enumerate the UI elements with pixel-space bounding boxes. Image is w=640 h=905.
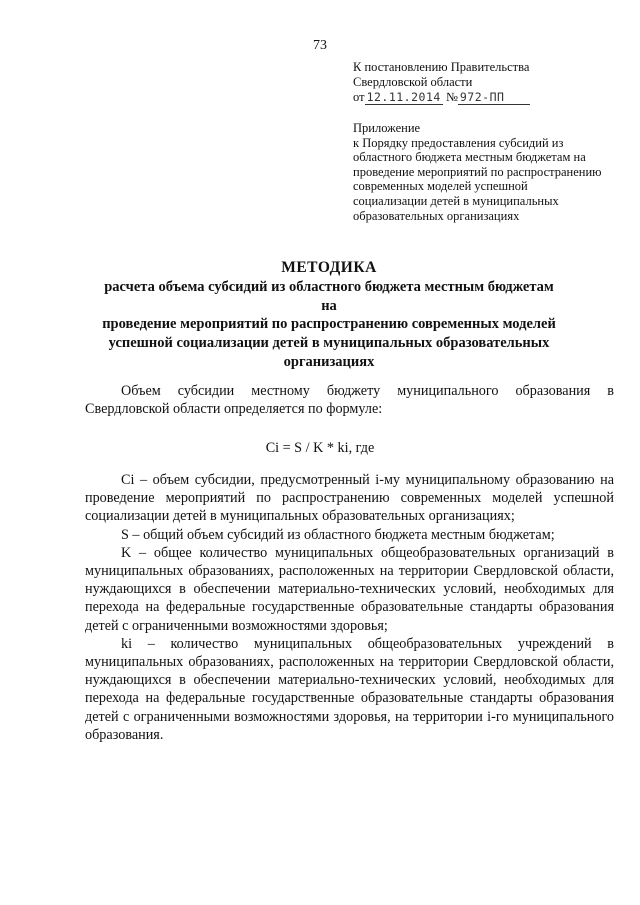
intro-paragraph-container <box>85 382 614 418</box>
appendix-line: образовательных организациях <box>353 208 520 223</box>
document-title <box>98 259 560 372</box>
decree-line-2: Свердловской области <box>353 75 473 89</box>
definition-k: K – общее количество муниципальных общеобразовательных организаций в муниципальных образованиях, расположенных на территории Свердловской области, нуждающихся в обеспечении материально-технических условий, необходимых для перехода на федеральные государственные образовательные стандарты образования детей с ограниченными возможностями здоровья; <box>85 544 614 634</box>
definition-s: S – общий объем субсидий из областного бюджета местным бюджетам; <box>121 526 555 543</box>
decree-date: 12.11.2014 <box>366 90 441 104</box>
appendix-line: к Порядку предоставления субсидий из <box>353 135 564 150</box>
title-main: МЕТОДИКА <box>281 259 377 276</box>
appendix-line: социализации детей в муниципальных <box>353 193 559 208</box>
page-number: 73 <box>313 38 327 53</box>
decree-date-line <box>353 90 623 105</box>
decree-number: 972-ПП <box>458 90 531 105</box>
intro-paragraph: Объем субсидии местному бюджету муниципального образования в Свердловской области определяется по формуле: <box>85 383 614 418</box>
title-line: расчета объема субсидий из областного бюджета местным бюджетам на <box>104 278 554 314</box>
title-line: успешной социализации детей в муниципальных образовательных <box>108 335 550 352</box>
formula: Ci = S / K * ki, где <box>265 440 375 456</box>
date-prefix: от <box>353 90 365 104</box>
appendix-line: современных моделей успешной <box>353 179 528 194</box>
appendix-line: проведение мероприятий по распространению <box>353 164 602 179</box>
appendix-reference <box>353 121 623 223</box>
decree-line-1: К постановлению Правительства <box>353 60 530 74</box>
appendix-line: областного бюджета местным бюджетам на <box>353 150 586 165</box>
appendix-heading: Приложение <box>353 121 421 135</box>
decree-reference <box>353 60 623 105</box>
definition-ki: ki – количество муниципальных общеобразовательных учреждений в муниципальных образованиях, расположенных на территории Свердловской области, нуждающихся в обеспечении материально-технических условий, необходимых для перехода на федеральные государственные образовательные стандарты образования детей с ограниченными возможностями здоровья, на территории i-го муниципального образования. <box>85 635 614 743</box>
number-prefix: № <box>445 90 458 104</box>
title-line: организациях <box>283 353 375 370</box>
title-line: проведение мероприятий по распространению современных моделей <box>102 316 556 333</box>
definitions-list <box>85 471 614 744</box>
definition-ci: Ci – объем субсидии, предусмотренный i-му муниципальному образованию на проведение мероприятий по распространению современных моделей успешной социализации детей в муниципальных образовательных организациях; <box>85 472 614 525</box>
